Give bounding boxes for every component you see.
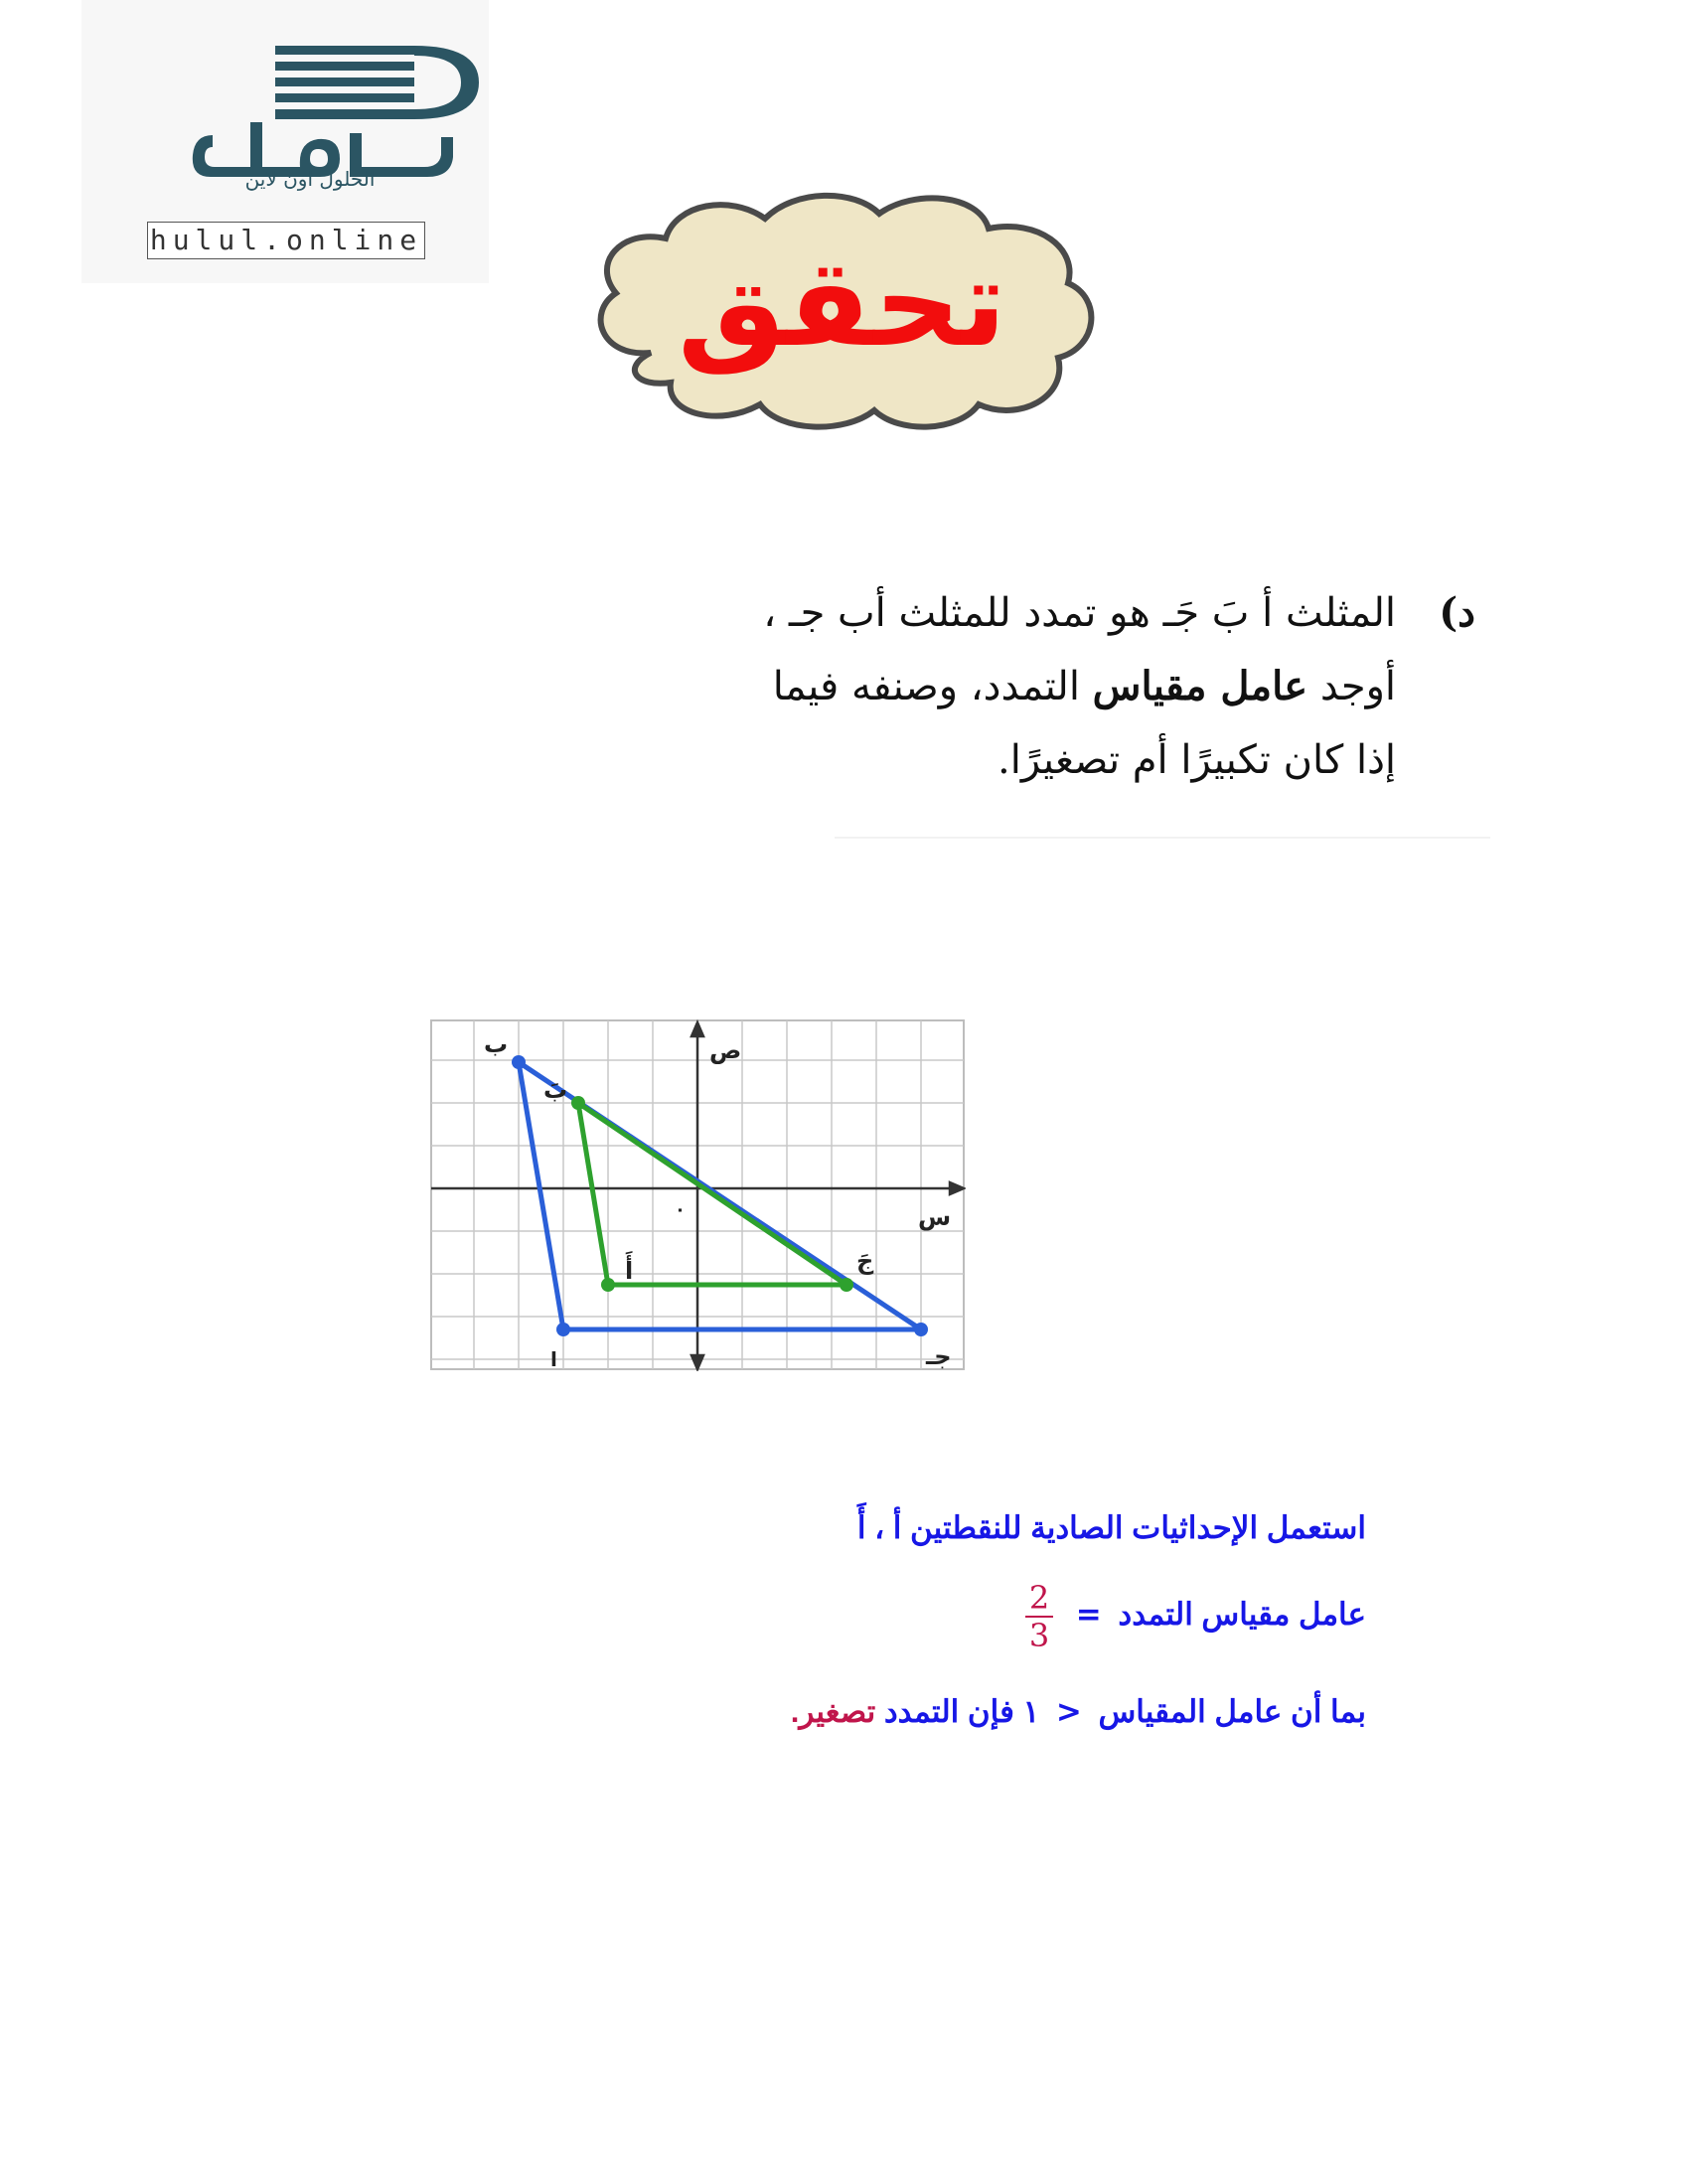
site-logo (81, 0, 489, 283)
question-label: د) (1439, 589, 1475, 636)
label-c-prime: جَ (856, 1247, 874, 1275)
conclusion-period: . (790, 1694, 800, 1729)
section-title: تحقق (677, 233, 1007, 374)
fraction-denominator: 3 (1025, 1616, 1053, 1653)
number-one: ١ (1022, 1694, 1040, 1729)
vertex-b (512, 1055, 526, 1069)
divider (835, 837, 1490, 839)
question-line-3: إذا كان تكبيرًا أم تصغيرًا. (997, 737, 1396, 783)
question-text-2-strong: عامل مقياس (1092, 663, 1308, 709)
scale-factor-fraction (1025, 1580, 1053, 1653)
answer-line-1: استعمل الإحداثيات الصادية للنقطتين أ ، أَ (856, 1510, 1366, 1545)
question-line-2 (561, 650, 1396, 723)
answer-line-3 (791, 1694, 1366, 1730)
answer-line-2 (1025, 1580, 1366, 1653)
vertex-c (914, 1323, 928, 1336)
vertex-c-prime (840, 1278, 853, 1292)
label-b-prime: بَ (543, 1076, 568, 1104)
scale-factor-label: عامل مقياس التمدد (1118, 1597, 1366, 1633)
label-c: جـ (926, 1342, 952, 1370)
origin-label: ٠ (675, 1199, 686, 1220)
conclusion-result: تصغير (799, 1694, 876, 1729)
vertex-a (556, 1323, 570, 1336)
conclusion-text-b: فإن التمدد (883, 1694, 1014, 1729)
label-a: ا (550, 1347, 557, 1371)
question-text-2a: أوجد (1319, 664, 1396, 709)
y-axis-label: ص (709, 1036, 742, 1064)
question-block (561, 576, 1475, 797)
dilation-graph (429, 1018, 966, 1371)
label-a-prime: أَ (625, 1257, 634, 1285)
conclusion-text-a: بما أن عامل المقياس (1098, 1694, 1366, 1729)
x-axis-label: س (918, 1203, 952, 1231)
logo-site-url[interactable]: hulul.online (147, 222, 425, 259)
vertex-b-prime (571, 1096, 585, 1110)
question-text-1: المثلث أ بَ جَـ هو تمدد للمثلث أب جـ ، (763, 590, 1396, 636)
vertex-a-prime (601, 1278, 615, 1292)
question-text-2b: التمدد، وصنفه فيما (772, 664, 1080, 709)
logo-tagline: الحلول اون لاين (244, 167, 376, 191)
fraction-numerator: 2 (1028, 1579, 1050, 1617)
equals-sign: = (1075, 1597, 1102, 1634)
less-than-sign: < (1055, 1694, 1082, 1730)
question-line-1 (561, 576, 1475, 650)
label-b: ب (484, 1030, 509, 1058)
